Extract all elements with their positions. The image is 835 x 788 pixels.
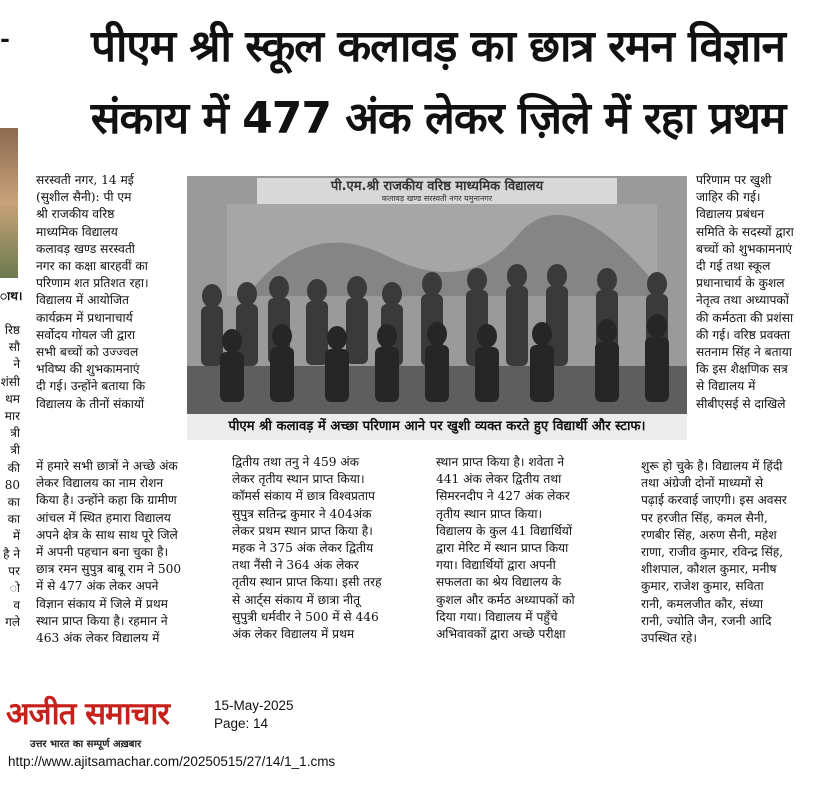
photo-banner-subtext: कलावड़ खण्ड सरस्वती नगर यमुनानगर (381, 194, 493, 203)
headline-line-2: संकाय में 477 अंक लेकर ज़िले में रहा प्रथम (90, 93, 786, 144)
newspaper-tagline: उत्तर भारत का सम्पूर्ण अख़बार (30, 739, 142, 750)
left-strip-fragment-2: ाथ। (0, 289, 23, 303)
left-strip-line: है ने (3, 546, 20, 561)
left-strip-line: में (12, 529, 20, 544)
article-column-4-lower: शुरू हो चुके है। विद्यालय में हिंदी तथा अंग्रेजी दोनों माध्यमों से पढ़ाई करवाई जाएगी। इस अवसर पर हरजीत सिंह, कमल सैनी, रणबीर सिंह, अरुण सैनी, महेश राणा, राजीव कुमार, रविन्द्र सिंह, शीशपाल, कौशल कुमार, मनीष कुमार, राजेश कुमार, सविता रानी, कमलजीत कौर, संध्या रानी, ज्योति जैन, रजनी आदि उपस्थित रहे। (641, 459, 787, 646)
left-strip-line: का (7, 495, 20, 510)
left-strip-line: मार (4, 409, 20, 424)
left-strip-fragment-top: - (0, 24, 10, 53)
left-strip-line: सौ (8, 340, 20, 355)
left-strip-line: 80 (4, 477, 20, 492)
left-strip-line: ने (13, 357, 20, 372)
left-strip-line: थम (5, 391, 20, 406)
photo-caption: पीएम श्री कलावड़ में अच्छा परिणाम आने पर खुशी व्यक्त करते हुए विद्यार्थी और स्टाफ। (187, 414, 687, 440)
article-column-1-lower: में हमारे सभी छात्रों ने अच्छे अंक लेकर विद्यालय का नाम रोशन किया है। उन्होंने कहा कि ग्रामीण आंचल में स्थित हमारा विद्यालय अपने क्षेत्र के साथ साथ पूरे जिले में अपनी पहचान बना चुका है। छात्र रमन सुपुत्र बाबू राम ने 500 में से 477 अंक लेकर अपने विज्ञान संकाय में जिले में प्रथम स्थान प्राप्त किया है। रहमान ने 463 अंक लेकर विद्यालय में (36, 459, 182, 646)
article-column-3: स्थान प्राप्त किया है। शवेता ने 441 अंक लेकर द्वितीय तथा सिमरनदीप ने 427 अंक लेकर तृतीय स्थान प्राप्त किया। विद्यालय के कुल 41 विद्यार्थियों द्वारा मेरिट में स्थान प्राप्त किया गया। विद्यार्थियों द्वारा अपनी सफलता का श्रेय विद्यालय के कुशल और कर्मठ अध्यापकों को दिया गया। विद्यालय में पहुँचे अभिवावकों द्वारा अच्छे परीक्षा (436, 455, 575, 642)
left-strip-line: त्री (10, 443, 20, 458)
source-url-link[interactable]: http://www.ajitsamachar.com/20250515/27/14/1_1.cms (8, 754, 336, 769)
newspaper-logo: अजीत समाचार (6, 696, 170, 732)
left-strip-line: की (7, 460, 20, 475)
group-photo (187, 176, 687, 414)
page-number: Page: 14 (214, 716, 269, 731)
group-photo-illustration (187, 176, 687, 414)
left-strip-line: त्री (10, 426, 20, 441)
article-column-2: द्वितीय तथा तनु ने 459 अंक लेकर तृतीय स्थान प्राप्त किया। कॉमर्स संकाय में छात्र विश्वप्रताप सुपुत्र सतिन्द्र कुमार ने 404अंक लेकर प्रथम स्थान प्राप्त किया है। महक ने 375 अंक लेकर द्वितीय तथा नैंसी ने 364 अंक लेकर तृतीय स्थान प्राप्त किया। इसी तरह से आर्ट्स संकाय में छात्रा नीतू सुपुत्री धर्मवीर ने 500 में से 446 अंक लेकर विद्यालय में प्रथम (232, 455, 382, 642)
left-strip-line: शंसी (0, 374, 20, 389)
left-strip-line: पर (8, 563, 20, 578)
photo-banner-text: पी.एम.श्री राजकीय वरिष्ठ माध्यमिक विद्यालय (330, 179, 544, 194)
article-column-1: सरस्वती नगर, 14 मई (सुशील सैनी): पी एम श्री राजकीय वरिष्ठ माध्यमिक विद्यालय कलावड़ खण्ड सरस्वती नगर का कक्षा बारहवीं का परिणाम शत प्रतिशत रहा। विद्यालय में आयोजित कार्यक्रम में प्रधानाचार्य सर्वोदय गोयल जी द्वारा सभी बच्चों को उज्ज्वल भविष्य की शुभकामनाएं दी गई। उन्होंने बताया कि विद्यालय के तीनों संकायों (36, 173, 149, 411)
left-strip-line: रिष्ठ (4, 323, 20, 337)
article-column-4: परिणाम पर खुशी जाहिर की गई। विद्यालय प्रबंधन समिति के सदस्यों द्वारा बच्चों को शुभकामनाएं दी गई तथा स्कूल प्रधानाचार्य के कुशल नेतृत्व तथा अध्यापकों की कर्मठता की प्रशंसा की गई। वरिष्ठ प्रवक्ता सतनाम सिंह ने बताया कि इस शैक्षणिक सत्र से विद्यालय में सीबीएसई से दाखिले (696, 173, 794, 411)
left-strip-lines (0, 322, 20, 632)
edition-date: 15-May-2025 (214, 698, 294, 713)
left-strip-photo (0, 128, 18, 278)
left-strip-line: गले (5, 615, 20, 630)
left-strip-line: का (7, 512, 20, 527)
left-strip-line: ो व (9, 581, 20, 613)
headline-line-1: पीएम श्री स्कूल कलावड़ का छात्र रमन विज्ञान (91, 21, 785, 72)
